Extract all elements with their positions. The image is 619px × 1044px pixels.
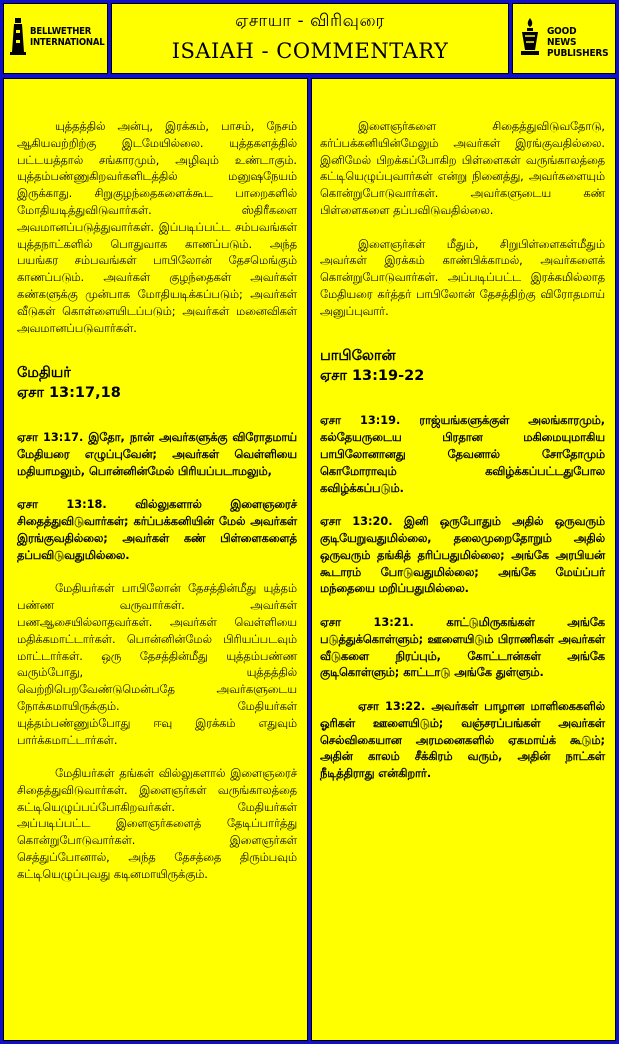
title-english: ISAIAH - COMMENTARY xyxy=(171,39,449,63)
verse: ஏசா 13:19. ராஜ்யங்களுக்குள் அலங்காரமும், கல்தேயருடைய பிரதான மகிமையுமாகிய பாபிலோனானது தேவனால் சோதோமும் கொமோராவும் கவிழ்க்கப்பட்டதுபோல கவிழ்க்கப்படும். xyxy=(320,414,605,495)
bellwether-logo xyxy=(3,3,108,74)
verse: ஏசா 13:17. இதோ, நான் அவர்களுக்கு விரோதமாய் மேதியரை எழுப்புவேன்; அவர்கள் வெள்ளியை மதியாமலும், பொன்னின்மேல் பிரியப்படாமலும், xyxy=(17,431,297,478)
logo-left-line1: BELLWETHER xyxy=(30,26,92,37)
left-column xyxy=(3,78,308,1041)
right-column xyxy=(311,78,616,1041)
paragraph: இளைஞர்கள் மீதும், சிறுபிள்ளைகள்மீதும் அவர்கள் இரக்கம் காண்பிக்காமல், அவர்களைக் கொன்றுபோடுவார்கள். அப்படிப்பட்ட இரக்கமில்லாத மேதியரை கர்த்தர் பாபிலோன் தேசத்திற்கு விரோதமாய் அனுப்புவார். xyxy=(320,237,605,318)
paragraph: மேதியர்கள் தங்கள் வில்லுகளால் இளைஞரைச் சிதைத்துவிடுவார்கள். இளைஞர்கள் வருங்காலத்தை கட்டியெழுப்பப்போகிறவர்கள். மேதியர்கள் அப்படிப்பட்ட இளைஞர்களைத் தேடிப்பார்த்து கொன்றுபோடுவார்கள். இளைஞர்கள் செத்துப்போனால், அந்த தேசத்தை திரும்பவும் கட்டியெழுப்புவது கடினமாயிருக்கும். xyxy=(17,767,297,881)
paragraph: மேதியர்கள் பாபிலோன் தேசத்தின்மீது யுத்தம் பண்ண வருவார்கள். அவர்கள் பணஆசையில்லாதவர்கள். அவர்கள் வெள்ளியை மதிக்கமாட்டார்கள். பொன்னின்மேல் பிரியப்படவும் மாட்டார்கள். ஒரு தேசத்தின்மீது யுத்தம்பண்ண வரும்போது, யுத்தத்தில் வெற்றிபெறவேண்டுமென்பதே அவர்களுடைய நோக்கமாயிருக்கும். மேதியர்கள் யுத்தம்பண்ணும்போது ஈவு இரக்கம் எதுவும் பார்க்கமாட்டார்கள். xyxy=(17,582,297,747)
paragraph: யுத்தத்தில் அன்பு, இரக்கம், பாசம், நேசம் ஆகியவற்றிற்கு இடமேயில்லை. யுத்தகளத்தில் பட்டயத்தால் சங்காரமும், அழிவும் உண்டாகும். யுத்தம்பண்ணுகிறவர்களிடத்தில் மனுஷநேயம் இருக்காது. சிறுகுழந்தைகளைக்கூட பாறைகளில் மோதியடித்துவிடுவார்கள். ஸ்திரீகளை அவமானப்படுத்துவார்கள். இப்படிப்பட்ட சம்பவங்கள் யுத்தநாட்களில் பொதுவாக காணப்படும். அந்த பயங்கர சம்பவங்கள் பாபிலோன் தேசமெங்கும் காணப்படும். அவர்கள் குழந்தைகள் அவர்கள் கண்களுக்கு முன்பாக மோதியடிக்கப்படும்; அவர்கள் வீடுகள் கொள்ளையிடப்படும்; அவர்கள் மனைவிகள் அவமானப்படுவார்கள். xyxy=(17,120,297,335)
verse: ஏசா 13:21. காட்டுமிருகங்கள் அங்கே படுத்துக்கொள்ளும்; ஊளையிடும் பிராணிகள் அவர்கள் வீடுகளை நிரப்பும், கோட்டான்கள் அங்கே குடிகொள்ளும்; காட்டாடு அங்கே துள்ளும். xyxy=(320,615,605,680)
section-reference: ஏசா 13:19-22 xyxy=(320,368,425,385)
section-heading: பாபிலோன் xyxy=(320,348,396,365)
verse: ஏசா 13:20. இனி ஒருபோதும் அதில் ஒருவரும் குடியேறுவதுமில்லை, தலைமுறைதோறும் அதில் ஒருவரும் தங்கித் தரிப்பதுமில்லை; அங்கே அரபியன் கூடாரம் போடுவதுமில்லை; அங்கே மேய்ப்பர் மந்தையை மறிப்பதுமில்லை. xyxy=(320,515,605,596)
title-banner xyxy=(111,3,509,74)
lamp-icon xyxy=(519,16,541,58)
verse: ஏசா 13:18. வில்லுகளால் இளைஞரைச் சிதைத்துவிடுவார்கள்; கர்ப்பக்கனியின் மேல் அவர்கள் இரங்குவதில்லை; அவர்கள் கண் பிள்ளைகளைத் தப்பவிடுவதுமில்லை. xyxy=(17,498,297,562)
title-tamil: ஏசாயா - விரிவுரை xyxy=(235,11,385,31)
logo-left-line2: INTERNATIONAL xyxy=(30,37,105,48)
lighthouse-icon xyxy=(10,16,26,56)
paragraph: இளைஞர்களை சிதைத்துவிடுவதோடு, கர்ப்பக்கனியின்மேலும் அவர்கள் இரங்குவதில்லை. இனிமேல் பிறக்கப்போகிற பிள்ளைகள் வருங்காலத்தை கட்டியெழுப்புவார்கள் என்று நினைத்து, அவர்களையும் கொன்றுபோடுவார்கள். அவர்களுடைய கண் பிள்ளைகளை தப்பவிடுவதில்லை. xyxy=(320,120,605,217)
section-heading: மேதியர் xyxy=(17,365,71,382)
section-reference: ஏசா 13:17,18 xyxy=(17,385,121,402)
logo-right-line1: GOOD NEWS xyxy=(547,26,577,48)
logo-right-line2: PUBLISHERS xyxy=(547,48,609,59)
good-news-logo xyxy=(512,3,616,74)
verse: ஏசா 13:22. அவர்கள் பாழான மாளிகைகளில் ஓரிகள் ஊளையிடும்; வஞ்சரப்பங்கள் அவர்கள் செல்விகையான அரமனைகளில் ஏகமாய்க் கூடும்; அதின் காலம் சீக்கிரம் வரும், அதின் நாட்கள் நீடித்திராது என்கிறார். xyxy=(320,699,605,781)
